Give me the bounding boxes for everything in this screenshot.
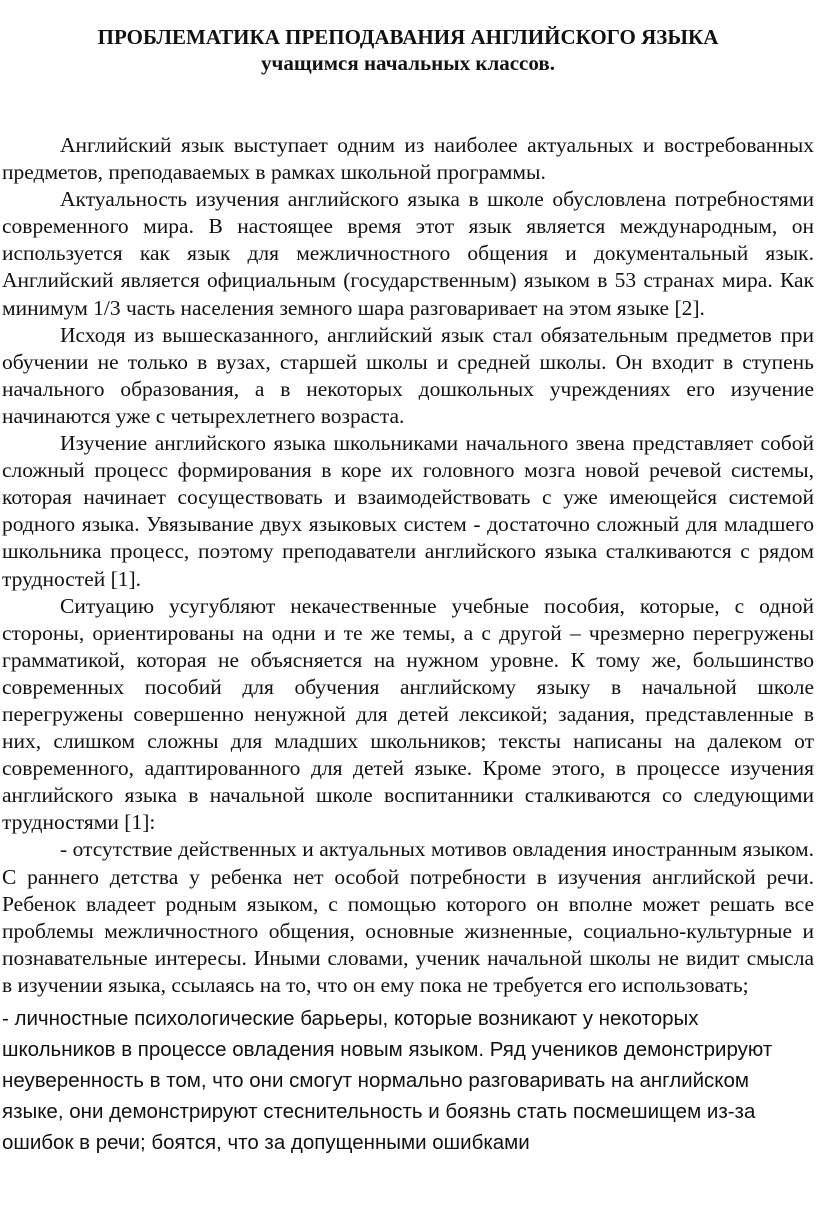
paragraph: Английский язык выступает одним из наиболее актуальных и востребованных предметов, преподаваемых в рамках школьной программы. [2,133,814,185]
document-subtitle: учащимся начальных классов. [261,51,555,75]
paragraph: Исходя из вышесказанного, английский язык стал обязательным предметов при обучении не только в вузах, старшей школы и средней школы. Он входит в ступень начального образования, а в некоторых дошкольных учреждениях его изучение начинаются уже с четырехлетнего возраста. [2,322,814,428]
paragraph-last: - личностные психологические барьеры, которые возникают у некоторых школьников в процессе овладения новым языком. Ряд учеников демонстрируют неуверенность в том, что они смогут нормально разговаривать на английском языке, они демонстрируют стеснительность и боязнь стать посмешищем из-за ошибок в речи; боятся, что за допущенными ошибками [2,1007,773,1154]
paragraph: Ситуацию усугубляют некачественные учебные пособия, которые, с одной стороны, ориентированы на одни и те же темы, а с другой – чрезмерно перегружены грамматикой, которая не объясняется на нужном уровне. К тому же, большинство современных пособий для обучения английскому языку в начальной школе перегружены совершенно ненужной для детей лексикой; задания, представленные в них, слишком сложны для младших школьников; тексты написаны на далеком от современного, адаптированного для детей языке. Кроме этого, в процессе изучения английского языка в начальной школе воспитанники сталкиваются со следующими трудностями [1]: [2,593,814,835]
document-title: ПРОБЛЕМАТИКА ПРЕПОДАВАНИЯ АНГЛИЙСКОГО ЯЗЫКА [97,25,719,49]
paragraph: Изучение английского языка школьниками начального звена представляет собой сложный процесс формирования в коре их головного мозга новой речевой системы, которая начинает сосуществовать и взаимодействовать с уже имеющейся системой родного языка. Увязывание двух языковых систем - достаточно сложный для младшего школьника процесс, поэтому преподаватели английского языка сталкиваются с рядом трудностей [1]. [2,431,814,591]
paragraph: Актуальность изучения английского языка в школе обусловлена потребностями современного мира. В настоящее время этот язык является международным, он используется как язык для межличностного общения и документальный язык. Английский является официальным (государственным) языком в 53 странах мира. Как минимум 1/3 часть населения земного шара разговаривает на этом языке [2]. [2,187,814,320]
paragraph: - отсутствие действенных и актуальных мотивов овладения иностранным языком. С раннего детства у ребенка нет особой потребности в изучения английской речи. Ребенок владеет родным языком, с помощью которого он вполне может решать все проблемы межличностного общения, основные жизненные, социально-культурные и познавательные интересы. Иными словами, ученик начальной школы не видит смысла в изучении языка, ссылаясь на то, что он ему пока не требуется его использовать; [2,837,814,997]
document-body [2,132,814,1158]
